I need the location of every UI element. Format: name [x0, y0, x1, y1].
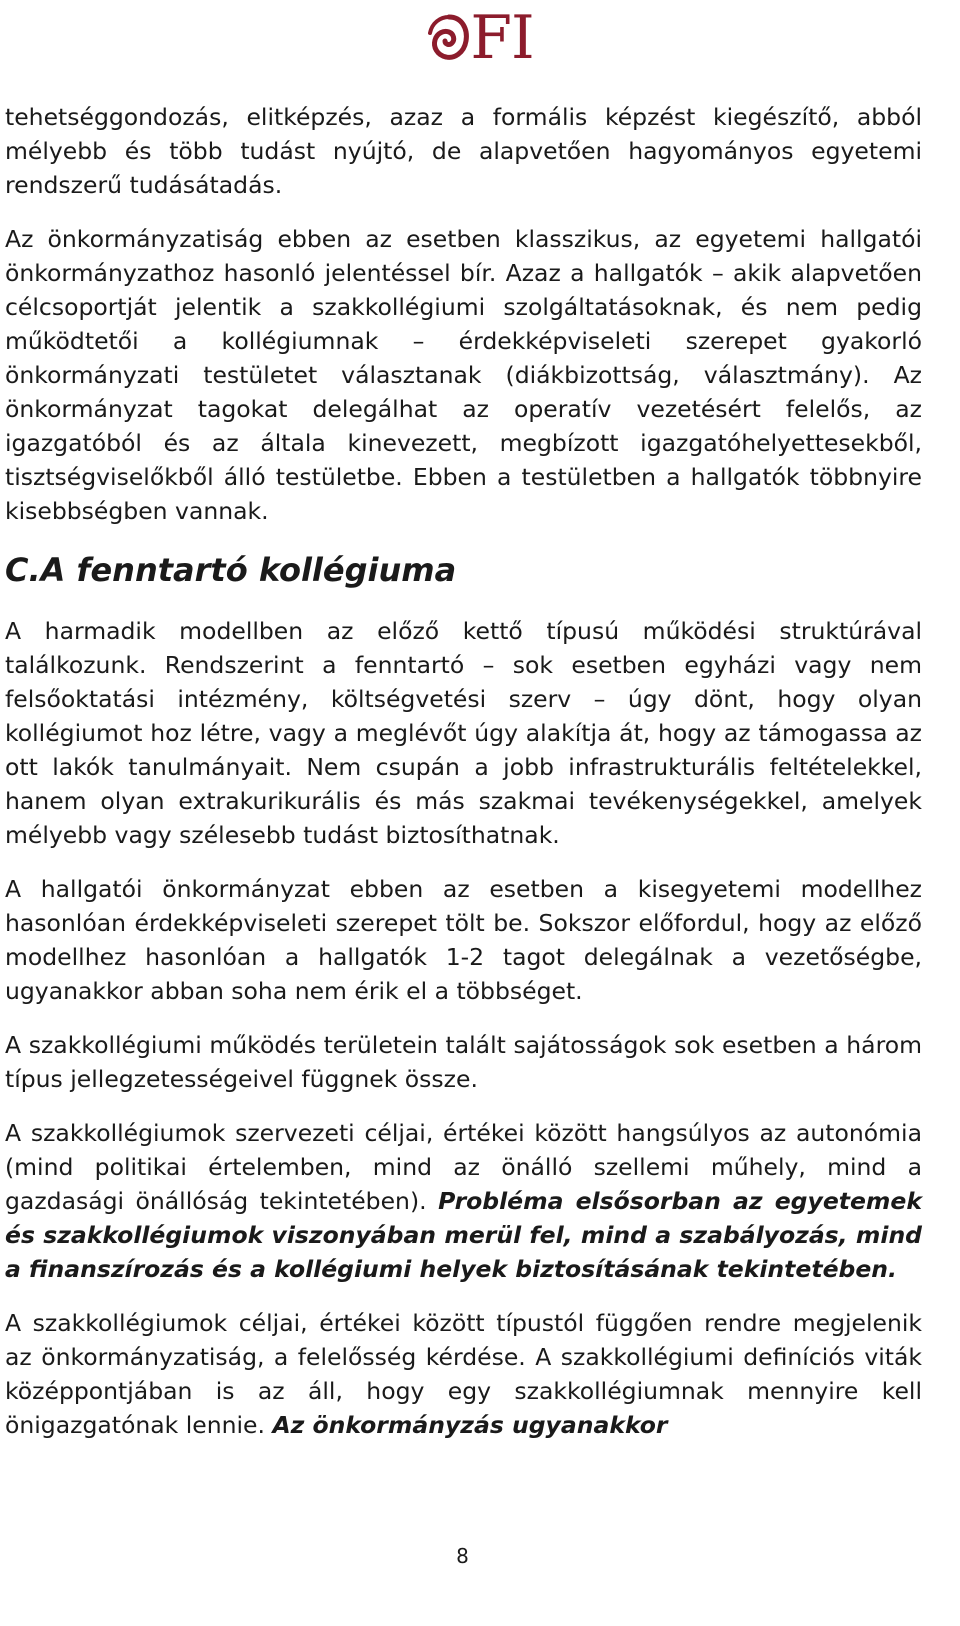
section-heading: C.A fenntartó kollégiuma [5, 551, 457, 589]
paragraph-6-emphasis: Probléma elsősorban az egyetemek és szakkollégiumok viszonyában merül fel, mind a szabályozás, mind a finanszírozás és a kollégiumi helyek biztosításának tekintetében. [5, 1187, 922, 1283]
paragraph-6 [5, 1116, 922, 1286]
paragraph-7-text: A szakkollégiumok céljai, értékei között típustól függően rendre megjelenik az önkormányzatiság, a felelősség kérdése. A szakkollégiumi definíciós viták középpontjában is az áll, hogy egy szakkollégiumnak mennyire kell önigazgatónak lennie. [5, 1309, 922, 1439]
page-number: 8 [456, 1544, 469, 1568]
paragraph-2: Az önkormányzatiság ebben az esetben klasszikus, az egyetemi hallgatói önkormányzathoz hasonló jelentéssel bír. Azaz a hallgatók – akik alapvetően célcsoportját jelentik a szakkollégiumi szolgáltatásoknak, és nem pedig működtetői a kollégiumnak – érdekképviseleti szerepet gyakorló önkormányzati testületet választanak (diákbizottság, választmány). Az önkormányzat tagokat delegálhat az operatív vezetésért felelős, az igazgatóból és az általa kinevezett, megbízott igazgatóhelyettesekből, tisztségviselőkből álló testületbe. Ebben a testületben a hallgatók többnyire kisebbségben vannak. [5, 225, 922, 525]
ofi-swirl-icon [426, 11, 472, 63]
paragraph-6-text: A szakkollégiumok szervezeti céljai, értékei között hangsúlyos az autonómia (mind politikai értelemben, mind az önálló szellemi műhely, mind a gazdasági önállóság tekintetében). [5, 1119, 922, 1215]
logo-text: FI [470, 3, 534, 73]
header-logo [0, 3, 960, 73]
paragraph-7 [5, 1306, 922, 1442]
paragraph-5: A szakkollégiumi működés területein talált sajátosságok sok esetben a három típus jellegzetességeivel függnek össze. [5, 1031, 922, 1093]
paragraph-3: A harmadik modellben az előző kettő típusú működési struktúrával találkozunk. Rendszerint a fenntartó – sok esetben egyházi vagy nem felsőoktatási intézmény, költségvetési szerv – úgy dönt, hogy olyan kollégiumot hoz létre, vagy a meglévőt úgy alakítja át, hogy az támogassa az ott lakók tanulmányait. Nem csupán a jobb infrastrukturális feltételekkel, hanem olyan extrakurikurális és más szakmai tevékenységekkel, amelyek mélyebb vagy szélesebb tudást biztosíthatnak. [5, 617, 922, 849]
paragraph-7-emphasis: Az önkormányzás ugyanakkor [272, 1411, 668, 1439]
document-body [5, 100, 922, 1462]
paragraph-1: tehetséggondozás, elitképzés, azaz a formális képzést kiegészítő, abból mélyebb és több tudást nyújtó, de alapvetően hagyományos egyetemi rendszerű tudásátadás. [5, 103, 922, 199]
paragraph-4: A hallgatói önkormányzat ebben az esetben a kisegyetemi modellhez hasonlóan érdekképviseleti szerepet tölt be. Sokszor előfordul, hogy az előző modellhez hasonlóan a hallgatók 1-2 tagot delegálnak a vezetőségbe, ugyanakkor abban soha nem érik el a többséget. [5, 875, 922, 1005]
